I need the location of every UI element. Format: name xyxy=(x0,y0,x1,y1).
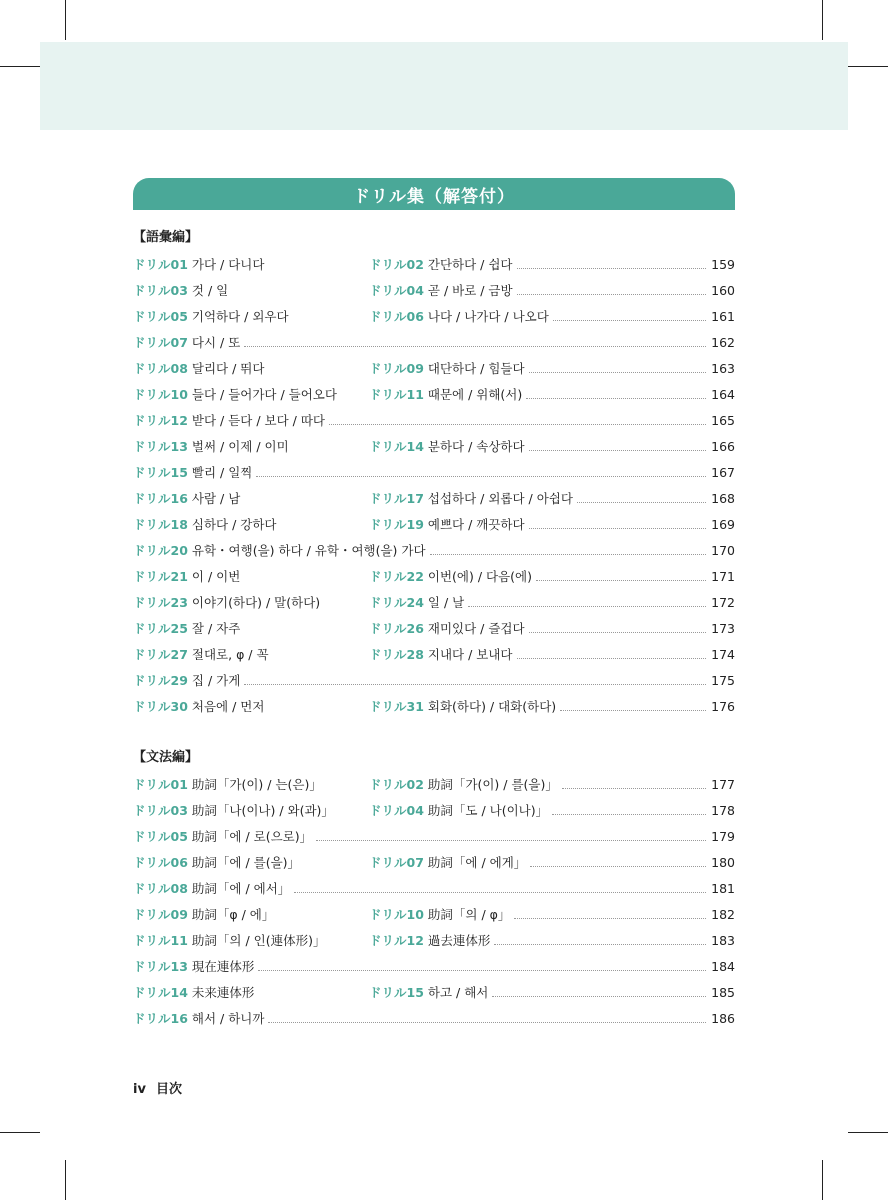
crop-mark xyxy=(822,1160,823,1200)
crop-mark xyxy=(822,0,823,40)
toc-entry-label xyxy=(369,902,510,928)
drill-number: ドリル14 xyxy=(133,985,188,1000)
dot-leader xyxy=(514,902,706,919)
toc-column-full xyxy=(133,876,735,902)
drill-title: 일 / 날 xyxy=(427,595,465,610)
toc-entry-label xyxy=(369,928,490,954)
toc-entry xyxy=(369,850,709,876)
dot-leader xyxy=(517,252,707,269)
drill-title: 이 / 이번 xyxy=(191,569,241,584)
drill-number: ドリル09 xyxy=(369,361,424,376)
drill-title: 것 / 일 xyxy=(191,283,229,298)
page-number: 172 xyxy=(711,595,735,610)
drill-title: 예쁘다 / 깨끗하다 xyxy=(427,517,525,532)
drill-number: ドリル02 xyxy=(369,257,424,272)
toc-column-full xyxy=(133,954,735,980)
toc-entry-label xyxy=(133,616,240,642)
toc-entry xyxy=(369,304,709,330)
page-number: 171 xyxy=(711,569,735,584)
drill-number: ドリル07 xyxy=(369,855,424,870)
drill-title: 잘 / 자주 xyxy=(191,621,241,636)
drill-number: ドリル18 xyxy=(133,517,188,532)
toc-column-right xyxy=(369,356,735,382)
toc-row[interactable] xyxy=(133,538,735,564)
toc-entry xyxy=(133,824,709,850)
toc-row[interactable] xyxy=(133,668,735,694)
dot-leader xyxy=(529,616,706,633)
toc-entry xyxy=(369,798,709,824)
toc-row[interactable] xyxy=(133,486,735,512)
page-number: 177 xyxy=(711,777,735,792)
toc-column-full xyxy=(133,330,735,356)
toc-row[interactable] xyxy=(133,642,735,668)
dot-leader xyxy=(536,564,706,581)
dot-leader xyxy=(577,486,706,503)
dot-leader xyxy=(553,304,706,321)
toc-entry-label xyxy=(369,590,464,616)
vocabulary-section xyxy=(133,228,735,720)
toc-entry-label xyxy=(369,564,532,590)
toc-row[interactable] xyxy=(133,772,735,798)
toc-entry-label xyxy=(133,512,277,538)
toc-entry xyxy=(133,538,709,564)
drill-title: 現在連体形 xyxy=(191,959,255,974)
section-heading: 【語彙編】 xyxy=(133,230,199,245)
toc-entry-label xyxy=(369,356,525,382)
drill-number: ドリル08 xyxy=(133,881,188,896)
toc-column-right xyxy=(369,928,735,954)
dot-leader xyxy=(526,382,706,399)
toc-entry-label xyxy=(369,616,525,642)
drill-number: ドリル22 xyxy=(369,569,424,584)
drill-title: 助詞「에 / 를(을)」 xyxy=(191,855,301,870)
crop-mark xyxy=(848,1132,888,1133)
toc-column-full xyxy=(133,408,735,434)
toc-entry xyxy=(369,928,709,954)
drill-title: 助詞「의 / φ」 xyxy=(427,907,511,922)
toc-entry-label xyxy=(133,434,289,460)
crop-mark xyxy=(0,66,40,67)
drill-title: 助詞「나(이나) / 와(과)」 xyxy=(191,803,334,818)
drill-number: ドリル03 xyxy=(133,803,188,818)
dot-leader xyxy=(562,772,706,789)
toc-column-full xyxy=(133,538,735,564)
drill-title: 助詞「에 / 에게」 xyxy=(427,855,527,870)
drill-title: 지내다 / 보내다 xyxy=(427,647,513,662)
drill-number: ドリル25 xyxy=(133,621,188,636)
drill-number: ドリル06 xyxy=(369,309,424,324)
drill-title: 대단하다 / 힘들다 xyxy=(427,361,525,376)
toc-column-right xyxy=(369,902,735,928)
toc-column-right xyxy=(369,980,735,1006)
dot-leader xyxy=(268,1006,706,1023)
toc-entry-label xyxy=(133,486,240,512)
page-number: 184 xyxy=(711,959,735,974)
drill-title: 회화(하다) / 대화(하다) xyxy=(427,699,557,714)
drill-title: 유학・여행(을) 하다 / 유학・여행(을) 가다 xyxy=(191,543,426,558)
drill-number: ドリル30 xyxy=(133,699,188,714)
toc-entry-label xyxy=(133,564,240,590)
toc-entry-label xyxy=(133,304,289,330)
toc-row[interactable] xyxy=(133,434,735,460)
page-footer xyxy=(133,1078,192,1097)
drill-number: ドリル03 xyxy=(133,283,188,298)
drill-number: ドリル16 xyxy=(133,1011,188,1026)
drill-title: 때문에 / 위해(서) xyxy=(427,387,523,402)
drill-title: 하고 / 해서 xyxy=(427,985,489,1000)
drill-title: 절대로, φ / 꼭 xyxy=(191,647,269,662)
page-number: 181 xyxy=(711,881,735,896)
grammar-section xyxy=(133,748,735,1032)
dot-leader xyxy=(244,330,706,347)
drill-title: 받다 / 듣다 / 보다 / 따다 xyxy=(191,413,325,428)
drill-title: 분하다 / 속상하다 xyxy=(427,439,525,454)
page-number: 179 xyxy=(711,829,735,844)
toc-entry-label xyxy=(133,642,269,668)
page-number: 185 xyxy=(711,985,735,1000)
toc-column-right xyxy=(369,512,735,538)
drill-number: ドリル11 xyxy=(369,387,424,402)
toc-entry-label xyxy=(133,460,252,486)
dot-leader xyxy=(529,356,706,373)
drill-title: 過去連体形 xyxy=(427,933,491,948)
drill-number: ドリル12 xyxy=(369,933,424,948)
toc-entry xyxy=(369,902,709,928)
page-number: 160 xyxy=(711,283,735,298)
toc-row[interactable] xyxy=(133,798,735,824)
page-number: 183 xyxy=(711,933,735,948)
toc-entry-label xyxy=(369,252,513,278)
toc-entry xyxy=(369,356,709,382)
drill-number: ドリル29 xyxy=(133,673,188,688)
drill-title: 처음에 / 먼저 xyxy=(191,699,265,714)
drill-number: ドリル06 xyxy=(133,855,188,870)
crop-mark xyxy=(0,1132,40,1133)
toc-row[interactable] xyxy=(133,590,735,616)
page-number: 159 xyxy=(711,257,735,272)
page-number: 180 xyxy=(711,855,735,870)
toc-column-right xyxy=(369,434,735,460)
dot-leader xyxy=(294,876,706,893)
page-title: ドリル集（解答付） xyxy=(133,178,735,210)
dot-leader xyxy=(244,668,706,685)
crop-mark xyxy=(65,0,66,40)
toc-entry-label xyxy=(133,980,254,1006)
toc-entry xyxy=(369,564,709,590)
crop-mark xyxy=(65,1160,66,1200)
drill-title: 벌써 / 이제 / 이미 xyxy=(191,439,289,454)
toc-row[interactable] xyxy=(133,564,735,590)
drill-number: ドリル13 xyxy=(133,959,188,974)
toc-entry-label xyxy=(133,798,334,824)
drill-title: 곧 / 바로 / 금방 xyxy=(427,283,513,298)
page-number: 170 xyxy=(711,543,735,558)
toc-entry xyxy=(133,460,709,486)
drill-title: 助詞「φ / 에」 xyxy=(191,907,275,922)
toc-row[interactable] xyxy=(133,954,735,980)
drill-title: 助詞「가(이) / 는(은)」 xyxy=(191,777,322,792)
toc-column-right xyxy=(369,278,735,304)
toc-entry-label xyxy=(133,356,264,382)
drill-number: ドリル24 xyxy=(369,595,424,610)
drill-title: 달리다 / 뛰다 xyxy=(191,361,265,376)
page-number: 175 xyxy=(711,673,735,688)
drill-number: ドリル20 xyxy=(133,543,188,558)
drill-number: ドリル04 xyxy=(369,283,424,298)
page-number: 176 xyxy=(711,699,735,714)
toc-entry xyxy=(369,434,709,460)
drill-number: ドリル12 xyxy=(133,413,188,428)
toc-entry xyxy=(369,512,709,538)
toc-entry xyxy=(369,616,709,642)
drill-number: ドリル16 xyxy=(133,491,188,506)
dot-leader xyxy=(529,434,706,451)
toc-entry xyxy=(369,486,709,512)
section-heading: 【文法編】 xyxy=(133,750,199,765)
drill-number: ドリル04 xyxy=(369,803,424,818)
crop-mark xyxy=(848,66,888,67)
toc-entry-label xyxy=(133,590,320,616)
toc-entry xyxy=(133,408,709,434)
drill-title: 助詞「에 / 로(으로)」 xyxy=(191,829,313,844)
page-number: 169 xyxy=(711,517,735,532)
toc-column-right xyxy=(369,590,735,616)
toc-row[interactable] xyxy=(133,694,735,720)
toc-row[interactable] xyxy=(133,278,735,304)
toc-entry xyxy=(133,1006,709,1032)
drill-number: ドリル31 xyxy=(369,699,424,714)
toc-column-right xyxy=(369,798,735,824)
drill-number: ドリル26 xyxy=(369,621,424,636)
dot-leader xyxy=(492,980,706,997)
toc-column-right xyxy=(369,304,735,330)
page-number: 167 xyxy=(711,465,735,480)
page-number: 161 xyxy=(711,309,735,324)
toc-row[interactable] xyxy=(133,252,735,278)
drill-number: ドリル11 xyxy=(133,933,188,948)
toc-entry-label xyxy=(369,304,549,330)
page-number: 178 xyxy=(711,803,735,818)
drill-title: 해서 / 하니까 xyxy=(191,1011,265,1026)
page-number: 162 xyxy=(711,335,735,350)
drill-number: ドリル17 xyxy=(369,491,424,506)
page-number: 165 xyxy=(711,413,735,428)
drill-title: 기억하다 / 외우다 xyxy=(191,309,289,324)
toc-column-full xyxy=(133,1006,735,1032)
drill-title: 助詞「의 / 인(連体形)」 xyxy=(191,933,326,948)
drill-number: ドリル08 xyxy=(133,361,188,376)
toc-entry-label xyxy=(369,512,525,538)
page-number: 168 xyxy=(711,491,735,506)
drill-title: 助詞「가(이) / 를(을)」 xyxy=(427,777,558,792)
toc-entry-label xyxy=(133,382,337,408)
toc-entry-label xyxy=(133,278,228,304)
drill-title: 助詞「에 / 에서」 xyxy=(191,881,291,896)
drill-number: ドリル09 xyxy=(133,907,188,922)
toc-entry-label xyxy=(133,902,274,928)
toc-entry xyxy=(369,278,709,304)
drill-number: ドリル05 xyxy=(133,309,188,324)
toc-column-right xyxy=(369,252,735,278)
toc-entry-label xyxy=(369,850,526,876)
page-number: 163 xyxy=(711,361,735,376)
toc-entry-label xyxy=(369,382,522,408)
toc-entry-label xyxy=(133,824,312,850)
drill-number: ドリル02 xyxy=(369,777,424,792)
dot-leader xyxy=(529,512,706,529)
dot-leader xyxy=(316,824,706,841)
toc-entry xyxy=(369,590,709,616)
toc-entry-label xyxy=(369,694,556,720)
toc-row[interactable] xyxy=(133,850,735,876)
drill-title: 이야기(하다) / 말(하다) xyxy=(191,595,321,610)
drill-title: 간단하다 / 쉽다 xyxy=(427,257,513,272)
drill-number: ドリル21 xyxy=(133,569,188,584)
dot-leader xyxy=(560,694,706,711)
page-number: 173 xyxy=(711,621,735,636)
toc-row[interactable] xyxy=(133,980,735,1006)
dot-leader xyxy=(468,590,706,607)
header-band xyxy=(40,42,848,130)
drill-number: ドリル01 xyxy=(133,777,188,792)
toc-entry xyxy=(369,642,709,668)
drill-number: ドリル10 xyxy=(133,387,188,402)
drill-number: ドリル15 xyxy=(133,465,188,480)
drill-title: 나다 / 나가다 / 나오다 xyxy=(427,309,549,324)
drill-title: 未来連体形 xyxy=(191,985,255,1000)
toc-row[interactable] xyxy=(133,460,735,486)
toc-entry xyxy=(369,252,709,278)
toc-column-right xyxy=(369,382,735,408)
toc-entry-label xyxy=(369,278,513,304)
dot-leader xyxy=(552,798,706,815)
toc-entry-label xyxy=(133,252,264,278)
toc-column-right xyxy=(369,772,735,798)
drill-title: 섭섭하다 / 외롭다 / 아쉽다 xyxy=(427,491,573,506)
toc-row[interactable] xyxy=(133,382,735,408)
drill-number: ドリル14 xyxy=(369,439,424,454)
toc-entry-label xyxy=(369,642,513,668)
toc-entry-label xyxy=(133,408,325,434)
drill-title: 다시 / 또 xyxy=(191,335,241,350)
toc-column-right xyxy=(369,850,735,876)
drill-title: 가다 / 다니다 xyxy=(191,257,265,272)
footer-label: 目次 xyxy=(155,1082,182,1097)
dot-leader xyxy=(258,954,706,971)
dot-leader xyxy=(530,850,706,867)
toc-row[interactable] xyxy=(133,902,735,928)
toc-entry-label xyxy=(369,486,573,512)
drill-title: 助詞「도 / 나(이나)」 xyxy=(427,803,549,818)
page-number: 186 xyxy=(711,1011,735,1026)
drill-number: ドリル27 xyxy=(133,647,188,662)
dot-leader xyxy=(517,278,706,295)
drill-title: 들다 / 들어가다 / 들어오다 xyxy=(191,387,337,402)
toc-entry-label xyxy=(133,538,426,564)
drill-number: ドリル13 xyxy=(133,439,188,454)
page-number: 182 xyxy=(711,907,735,922)
toc-entry-label xyxy=(133,928,325,954)
toc-column-right xyxy=(369,694,735,720)
toc-entry xyxy=(369,382,709,408)
toc-column-right xyxy=(369,616,735,642)
toc-entry xyxy=(133,668,709,694)
drill-number: ドリル01 xyxy=(133,257,188,272)
toc-row[interactable] xyxy=(133,876,735,902)
toc-column-right xyxy=(369,564,735,590)
toc-entry-label xyxy=(133,876,290,902)
drill-title: 집 / 가게 xyxy=(191,673,241,688)
page-number: 174 xyxy=(711,647,735,662)
dot-leader xyxy=(430,538,706,555)
drill-number: ドリル23 xyxy=(133,595,188,610)
toc-entry-label xyxy=(133,330,240,356)
toc-row[interactable] xyxy=(133,928,735,954)
toc-entry-label xyxy=(133,694,264,720)
drill-number: ドリル15 xyxy=(369,985,424,1000)
toc-entry-label xyxy=(369,434,525,460)
drill-number: ドリル10 xyxy=(369,907,424,922)
toc-entry xyxy=(133,954,709,980)
drill-number: ドリル07 xyxy=(133,335,188,350)
dot-leader xyxy=(517,642,707,659)
toc-row[interactable] xyxy=(133,616,735,642)
drill-number: ドリル28 xyxy=(369,647,424,662)
toc-row[interactable] xyxy=(133,408,735,434)
dot-leader xyxy=(256,460,706,477)
toc-entry-label xyxy=(133,668,240,694)
page-number: 166 xyxy=(711,439,735,454)
page-number: 164 xyxy=(711,387,735,402)
toc-entry-label xyxy=(369,798,548,824)
toc-entry xyxy=(369,694,709,720)
toc-column-full xyxy=(133,668,735,694)
drill-title: 재미있다 / 즐겁다 xyxy=(427,621,525,636)
drill-title: 빨리 / 일찍 xyxy=(191,465,253,480)
toc-entry-label xyxy=(369,980,488,1006)
drill-title: 이번(에) / 다음(에) xyxy=(427,569,533,584)
footer-page-number: iv xyxy=(133,1082,146,1097)
toc-entry-label xyxy=(133,954,254,980)
toc-row[interactable] xyxy=(133,1006,735,1032)
toc-column-full xyxy=(133,460,735,486)
toc-entry-label xyxy=(133,772,322,798)
toc-row[interactable] xyxy=(133,304,735,330)
drill-number: ドリル05 xyxy=(133,829,188,844)
drill-title: 사람 / 남 xyxy=(191,491,241,506)
toc-entry-label xyxy=(133,1006,264,1032)
toc-entry xyxy=(133,330,709,356)
drill-number: ドリル19 xyxy=(369,517,424,532)
toc-row[interactable] xyxy=(133,824,735,850)
dot-leader xyxy=(329,408,706,425)
toc-entry xyxy=(369,980,709,1006)
toc-entry-label xyxy=(133,850,300,876)
toc-row[interactable] xyxy=(133,512,735,538)
toc-entry xyxy=(369,772,709,798)
drill-title: 심하다 / 강하다 xyxy=(191,517,277,532)
toc-row[interactable] xyxy=(133,356,735,382)
toc-column-right xyxy=(369,486,735,512)
toc-column-full xyxy=(133,824,735,850)
toc-entry xyxy=(133,876,709,902)
dot-leader xyxy=(494,928,706,945)
toc-row[interactable] xyxy=(133,330,735,356)
toc-column-right xyxy=(369,642,735,668)
toc-entry-label xyxy=(369,772,558,798)
